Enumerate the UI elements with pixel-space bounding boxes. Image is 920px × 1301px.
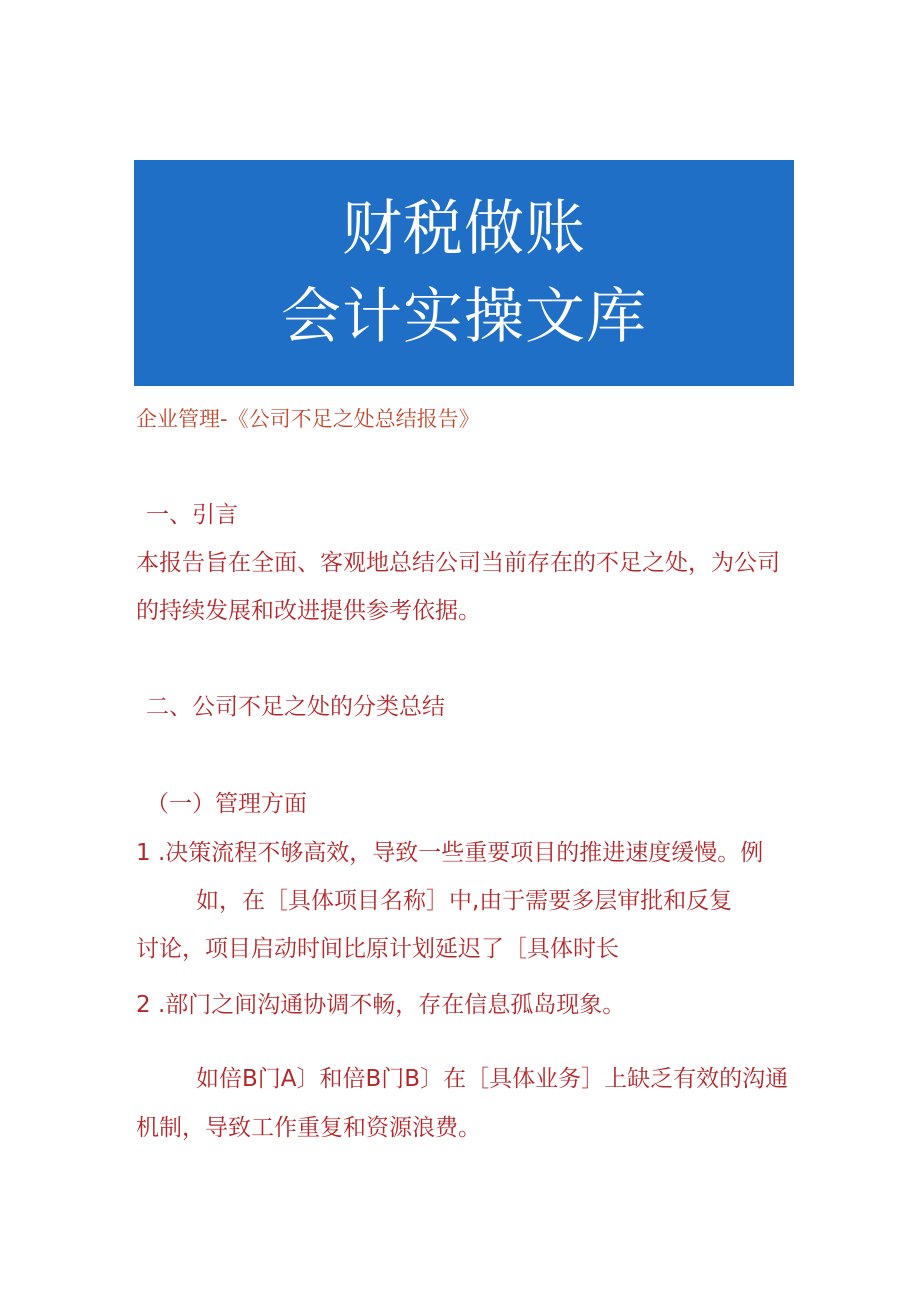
list-item-1-line: 讨论，项目启动时间比原计划延迟了［具体时长 <box>136 936 619 962</box>
list-item-2-line: 2 .部门之间沟通协调不畅，存在信息孤岛现象。 <box>136 992 626 1018</box>
list-item-1-line: 1 .决策流程不够高效，导致一些重要项目的推进速度缓慢。例 <box>136 840 764 866</box>
list-item-2-line: 机制，导致工作重复和资源浪费。 <box>136 1115 481 1141</box>
banner-title-line-2: 会计实操文库 <box>281 282 647 352</box>
banner-title-line-1: 财税做账 <box>342 194 586 264</box>
list-item-2-line: 如倍B门A〕和倍B门B〕在［具体业务］上缺乏有效的沟通 <box>196 1066 789 1092</box>
document-title: 企业管理-《公司不足之处总结报告》 <box>136 407 480 431</box>
paragraph-line: 本报告旨在全面、客观地总结公司当前存在的不足之处，为公司 <box>136 550 780 576</box>
list-item-1-line: 如，在［具体项目名称］中,由于需要多层审批和反复 <box>196 888 733 914</box>
header-banner <box>134 160 794 386</box>
section-heading-intro: 一、引言 <box>146 502 238 528</box>
section-heading-summary: 二、公司不足之处的分类总结 <box>146 694 445 720</box>
subsection-heading-management: （一）管理方面 <box>146 791 307 817</box>
paragraph-line: 的持续发展和改进提供参考依据。 <box>136 598 481 624</box>
